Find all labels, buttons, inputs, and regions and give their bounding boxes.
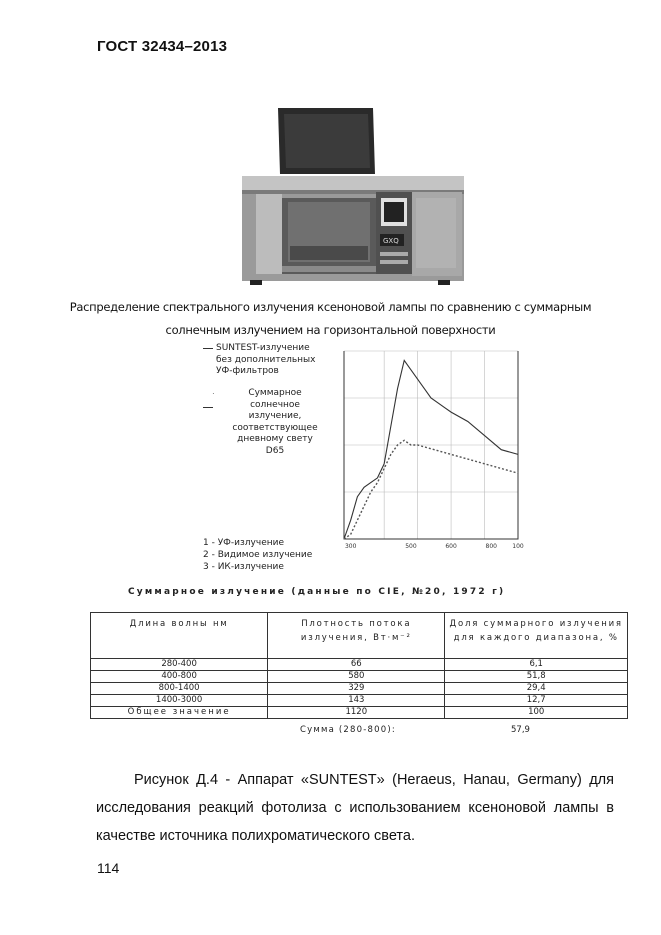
figure-description-text: Рисунок Д.4 - Аппарат «SUNTEST» (Heraeus, Hanau, Germany) для исследования реакций фотолиза с использованием ксеноновой лампы в качестве источника полихроматического света. bbox=[96, 772, 614, 844]
table-row bbox=[91, 707, 628, 719]
apparatus-photo bbox=[238, 106, 466, 286]
legend-dots-marker: · bbox=[212, 389, 215, 398]
legend-line-solar bbox=[203, 407, 213, 408]
table-row bbox=[91, 671, 628, 683]
x-tick-label: 600 bbox=[445, 543, 457, 550]
table-cell: 329 bbox=[268, 683, 445, 695]
x-tick-label: 100 bbox=[512, 543, 524, 550]
table-cell: 29,4 bbox=[445, 683, 628, 695]
legend-suntest-line: УФ-фильтров bbox=[216, 366, 279, 376]
column-header-flux: Плотность потока излучения, Вт·м⁻² bbox=[268, 613, 445, 659]
table-cell: 6,1 bbox=[445, 659, 628, 671]
sum-value: 57,9 bbox=[511, 725, 530, 735]
legend-line-suntest bbox=[203, 348, 213, 349]
table-cell: 66 bbox=[268, 659, 445, 671]
spectrum-chart bbox=[318, 343, 528, 561]
legend-suntest bbox=[216, 343, 316, 378]
table-cell: 51,8 bbox=[445, 671, 628, 683]
sum-label: Сумма (280-800): bbox=[300, 725, 396, 735]
display-readout: GXQ bbox=[383, 237, 399, 245]
column-header-share: Доля суммарного излучения для каждого диапазона, % bbox=[445, 613, 628, 659]
table-cell: 280-400 bbox=[91, 659, 268, 671]
legend-solar-line: соответствующее bbox=[232, 422, 318, 433]
note-ir: 3 - ИК-излучение bbox=[203, 562, 284, 572]
legend-solar bbox=[230, 388, 320, 457]
page-number: 114 bbox=[97, 860, 120, 876]
x-tick-label: 300 bbox=[344, 543, 357, 550]
table-row bbox=[91, 659, 628, 671]
document-header: ГОСТ 32434–2013 bbox=[97, 38, 228, 55]
column-header-wavelength: Длина волны нм bbox=[91, 613, 268, 659]
radiation-table bbox=[90, 612, 628, 719]
table-row bbox=[91, 695, 628, 707]
table-cell: 1400-3000 bbox=[91, 695, 268, 707]
table-cell: Общее значение bbox=[91, 707, 268, 719]
figure-description bbox=[96, 766, 614, 850]
legend-solar-line: солнечное bbox=[250, 399, 300, 410]
legend-solar-line: Суммарное bbox=[248, 388, 302, 398]
table-cell: 1120 bbox=[268, 707, 445, 719]
table-cell: 100 bbox=[445, 707, 628, 719]
legend-suntest-line: SUNTEST-излучение bbox=[216, 343, 310, 353]
table-cell: 800-1400 bbox=[91, 683, 268, 695]
figure-caption-line1: Распределение спектрального излучения ксеноновой лампы по сравнению с суммарным bbox=[69, 300, 592, 314]
legend-solar-line: дневному свету D65 bbox=[237, 434, 313, 456]
table-cell: 12,7 bbox=[445, 695, 628, 707]
note-visible: 2 - Видимое излучение bbox=[203, 550, 313, 560]
legend-suntest-line: без дополнительных bbox=[216, 354, 316, 365]
table-title: Суммарное излучение (данные по CIE, №20, 1972 г) bbox=[128, 587, 506, 597]
table-cell: 143 bbox=[268, 695, 445, 707]
legend-solar-line: излучение, bbox=[248, 411, 302, 421]
table-cell: 400-800 bbox=[91, 671, 268, 683]
figure-caption-line2: солнечным излучением на горизонтальной поверхности bbox=[165, 323, 496, 337]
table-cell: 580 bbox=[268, 671, 445, 683]
x-tick-label: 800 bbox=[485, 543, 497, 550]
table-row bbox=[91, 683, 628, 695]
x-tick-label: 500 bbox=[405, 543, 417, 550]
note-uv: 1 - УФ-излучение bbox=[203, 538, 285, 548]
chart-notes bbox=[203, 537, 312, 573]
